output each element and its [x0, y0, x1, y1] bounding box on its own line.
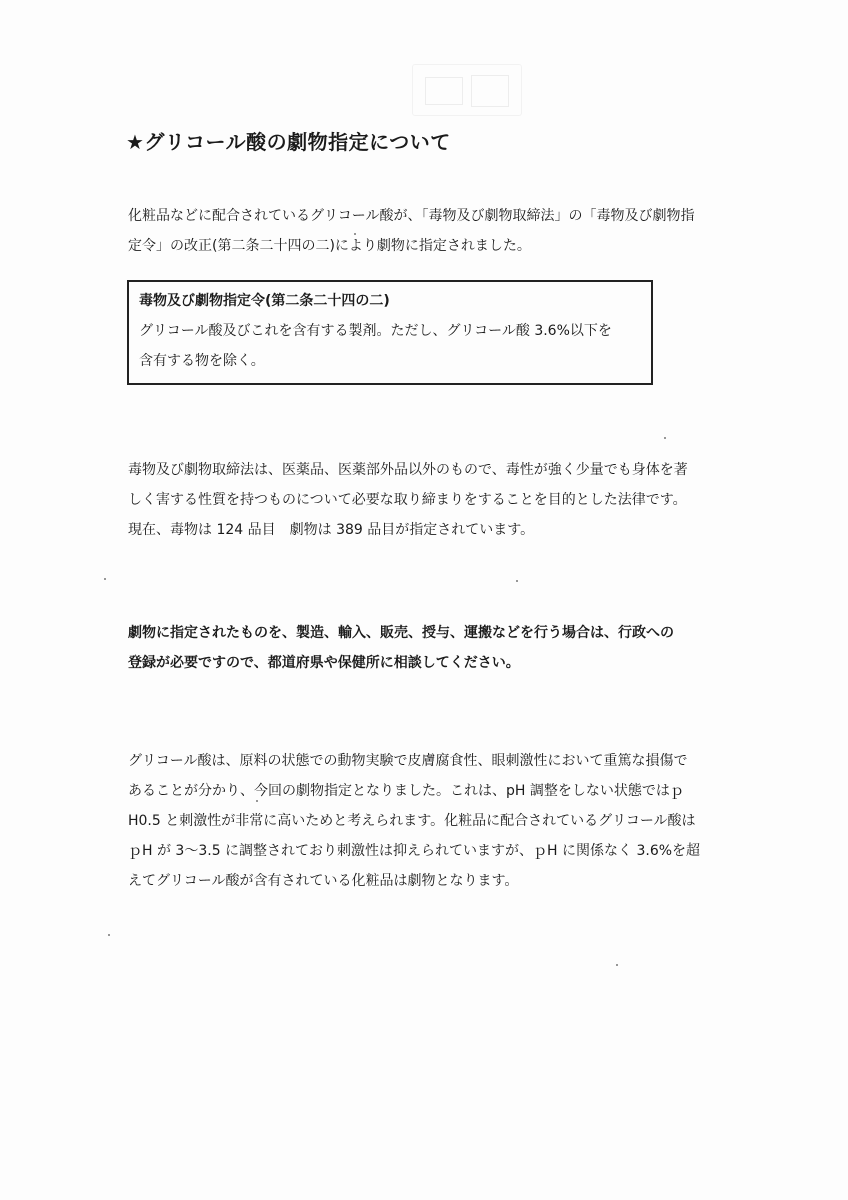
registration-notice-line: 登録が必要ですので、都道府県や保健所に相談してください。 [128, 655, 520, 671]
scan-speck [108, 934, 110, 936]
registration-notice-paragraph [128, 618, 728, 678]
registration-notice-line: 劇物に指定されたものを、製造、輸入、販売、授与、運搬などを行う場合は、行政への [128, 625, 674, 641]
reason-line: えてグリコール酸が含有されている化粧品は劇物となります。 [128, 873, 519, 889]
intro-paragraph [128, 201, 728, 261]
scan-speck [516, 580, 518, 582]
document-title: ★グリコール酸の劇物指定について [126, 130, 451, 154]
reason-line: H0.5 と刺激性が非常に高いためと考えられます。化粧品に配合されているグリコール酸は [128, 813, 696, 829]
law-description-line: 毒物及び劇物取締法は、医薬品、医薬部外品以外のもので、毒性が強く少量でも身体を著 [128, 462, 688, 478]
law-excerpt-line: グリコール酸及びこれを含有する製剤。ただし、グリコール酸 3.6%以下を [139, 323, 612, 339]
intro-line: 化粧品などに配合されているグリコール酸が、「毒物及び劇物取締法」の「毒物及び劇物指 [128, 208, 695, 224]
scan-speck [664, 437, 666, 439]
reason-line: あることが分かり、今回の劇物指定となりました。これは、pH 調整をしない状態ではｐ [128, 783, 684, 799]
intro-line: 定令」の改正(第二条二十四の二)により劇物に指定されました。 [128, 238, 531, 254]
reason-line: ｐH が 3～3.5 に調整されており刺激性は抑えられていますが、ｐH に関係なく 3.6%を超 [128, 843, 701, 859]
law-description-line: しく害する性質を持つものについて必要な取り締まりをすることを目的とした法律です。 [128, 492, 687, 508]
scan-speck [616, 964, 618, 966]
law-excerpt-heading: 毒物及び劇物指定令(第二条二十四の二) [139, 293, 390, 309]
law-description-paragraph [128, 455, 728, 545]
reason-line: グリコール酸は、原料の状態での動物実験で皮膚腐食性、眼刺激性において重篤な損傷で [128, 753, 688, 769]
reason-paragraph [128, 746, 728, 896]
scan-speck [256, 800, 258, 802]
law-description-line: 現在、毒物は 124 品目 劇物は 389 品目が指定されています。 [128, 522, 535, 538]
faint-stamp-mark [412, 64, 522, 116]
law-excerpt-line: 含有する物を除く。 [139, 353, 265, 369]
law-excerpt-box [127, 280, 653, 385]
scan-speck [104, 578, 106, 580]
scan-speck [354, 233, 356, 235]
